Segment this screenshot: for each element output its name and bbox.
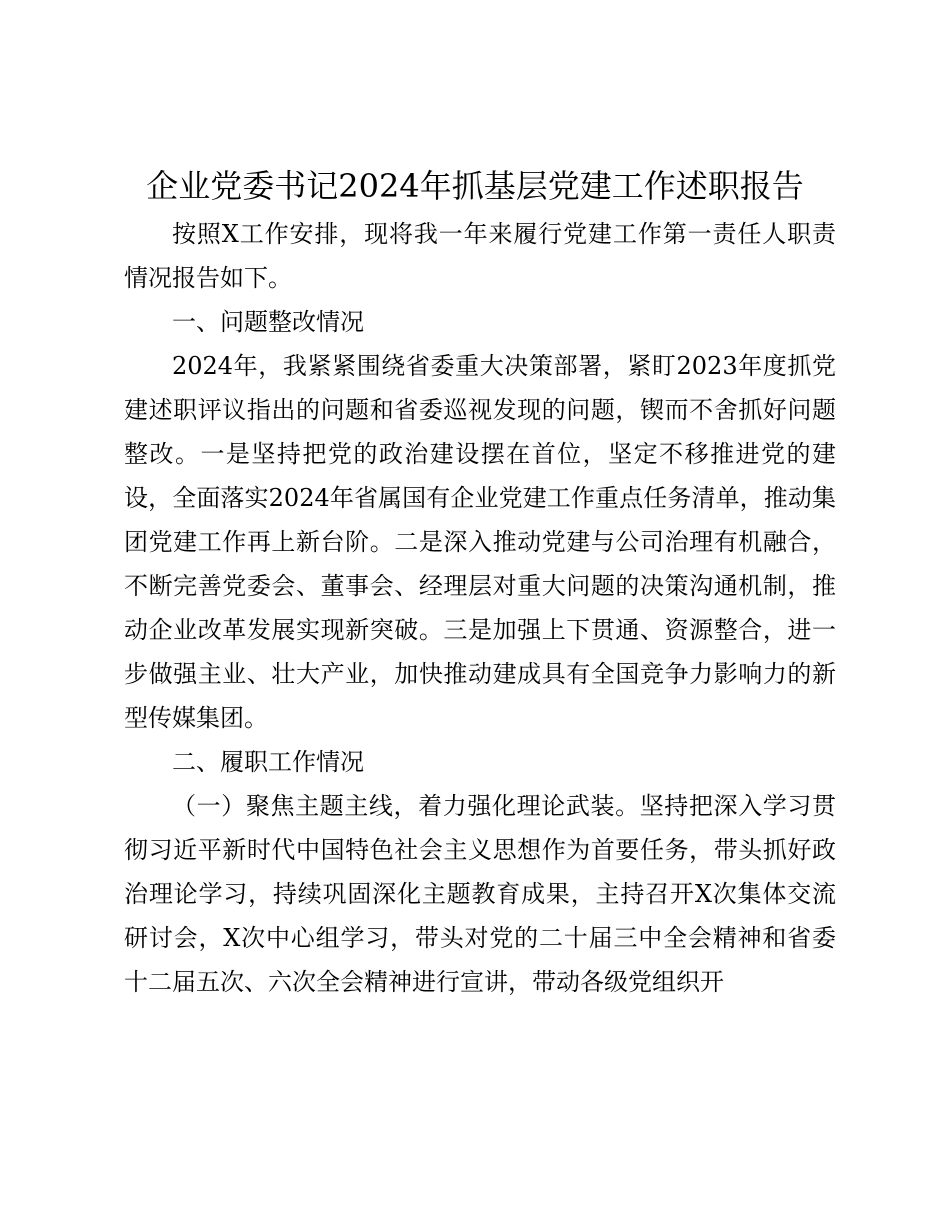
section-paragraph-1: 2024年，我紧紧围绕省委重大决策部署，紧盯2023年度抓党建述职评议指出的问题和省委巡视发现的问题，锲而不舍抓好问题整改。一是坚持把党的政治建设摆在首位，坚定不移推进党的建设，全面落实2024年省属国有企业党建工作重点任务清单，推动集团党建工作再上新台阶。二是深入推动党建与公司治理有机融合，不断完善党委会、董事会、经理层对重大问题的决策沟通机制，推动企业改革发展实现新突破。三是加强上下贯通、资源整合，进一步做强主业、壮大产业，加快推动建成具有全国竞争力影响力的新型传媒集团。 xyxy=(124,352,836,732)
section-heading-2: 二、履职工作情况 xyxy=(172,748,364,776)
document-title: 企业党委书记2024年抓基层党建工作述职报告 xyxy=(146,167,804,205)
document-body xyxy=(124,212,836,1004)
section-heading-1: 一、问题整改情况 xyxy=(172,308,364,336)
section-paragraph-2: （一）聚焦主题主线，着力强化理论武装。坚持把深入学习贯彻习近平新时代中国特色社会主义思想作为首要任务，带头抓好政治理论学习，持续巩固深化主题教育成果，主持召开X次集体交流研讨会，X次中心组学习，带头对党的二十届三中全会精神和省委十二届五次、六次全会精神进行宣讲，带动各级党组织开 xyxy=(124,792,836,996)
intro-paragraph: 按照X工作安排，现将我一年来履行党建工作第一责任人职责情况报告如下。 xyxy=(124,220,836,292)
